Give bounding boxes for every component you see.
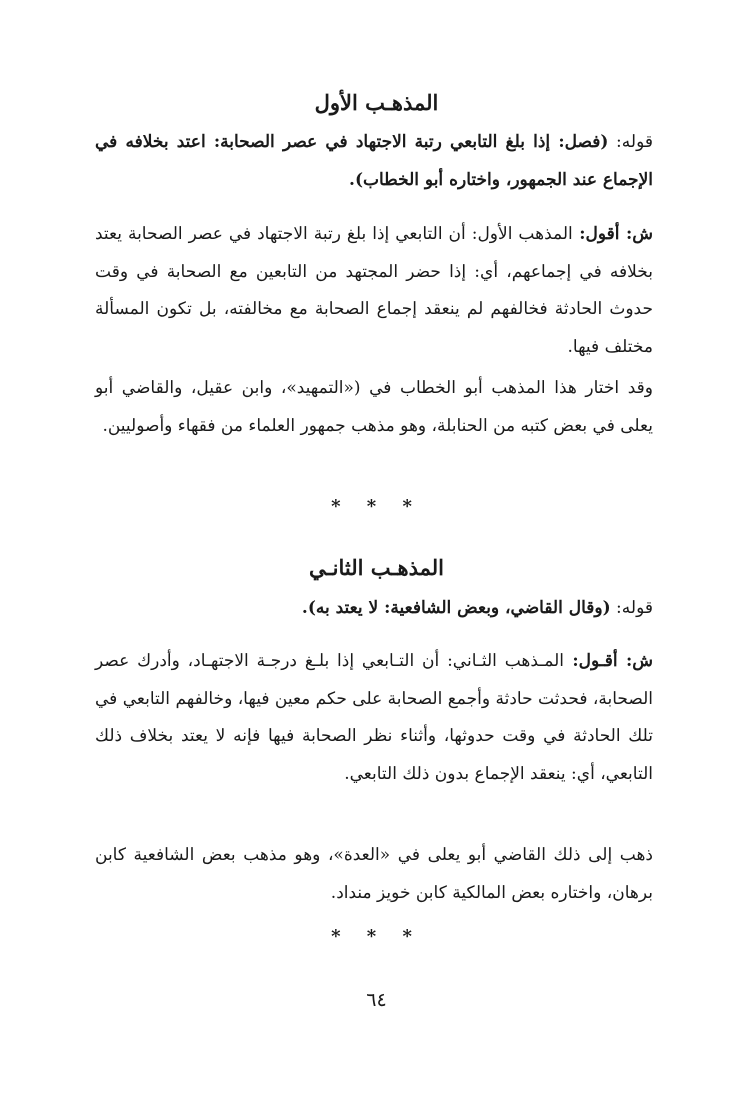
paragraph-text: وقد اختار هذا المذهب أبو الخطاب في («التمهيد»، وابن عقيل، والقاضي أبو يعلى في بعض كتبه من الحنابلة، وهو مذهب جمهور العلماء من فقهاء وأصوليين. xyxy=(95,378,653,436)
quote-text: (وقال القاضي، وبعض الشافعية: لا يعتد به). xyxy=(301,598,611,618)
paragraph-text: المذهب الأول: أن التابعي إذا بلغ رتبة الاجتهاد في عصر الصحابة يعتد بخلافه في إجماعهم، أي: إذا حضر المجتهد من التابعين مع الصحابة في وقت حدوث الحادثة فخالفهم لم ينعقد إجماع الصحابة مع مخالفته، بل تكون المسألة مختلف فيها. xyxy=(95,224,653,357)
supporters-paragraph-second xyxy=(95,837,653,912)
paragraph-lead: ش: أقول: xyxy=(572,224,654,244)
page-number: ٦٤ xyxy=(366,989,387,1011)
section-heading-first-opinion: المذهـب الأول xyxy=(314,90,439,115)
explanation-paragraph-first xyxy=(95,216,653,366)
paragraph-text: المـذهب الثـاني: أن التـابعي إذا بلـغ درجـة الاجتهـاد، وأدرك عصر الصحابة، فحدثت حادثة وأجمع الصحابة على حكم معين فيها، وخالفهم التابعي في تلك الحادثة في وقت حدوثها، وأثناء نظر الصحابة فيها فإنه لا يعتد بخلاف ذلك التابعي، أي: ينعقد الإجماع بدون ذلك التابعي. xyxy=(95,651,653,784)
quote-prefix: قوله: xyxy=(608,132,653,152)
quote-prefix: قوله: xyxy=(610,598,653,618)
supporters-paragraph-first xyxy=(95,370,653,445)
section-separator: * * * xyxy=(331,496,422,517)
quote-text: (فصل: إذا بلغ التابعي رتبة الاجتهاد في عصر الصحابة: اعتد بخلافه في الإجماع عند الجمهور، واختاره أبو الخطاب). xyxy=(95,132,653,190)
section-heading-second-opinion: المذهـب الثانـي xyxy=(308,555,445,580)
quote-paragraph-second xyxy=(95,590,653,628)
quote-paragraph-first xyxy=(95,124,653,199)
paragraph-text: ذهب إلى ذلك القاضي أبو يعلى في «العدة»، وهو مذهب بعض الشافعية كابن برهان، واختاره بعض المالكية كابن خويز منداد. xyxy=(95,845,653,903)
section-separator: * * * xyxy=(331,926,422,947)
paragraph-lead: ش: أقـول: xyxy=(564,651,653,671)
explanation-paragraph-second xyxy=(95,643,653,793)
